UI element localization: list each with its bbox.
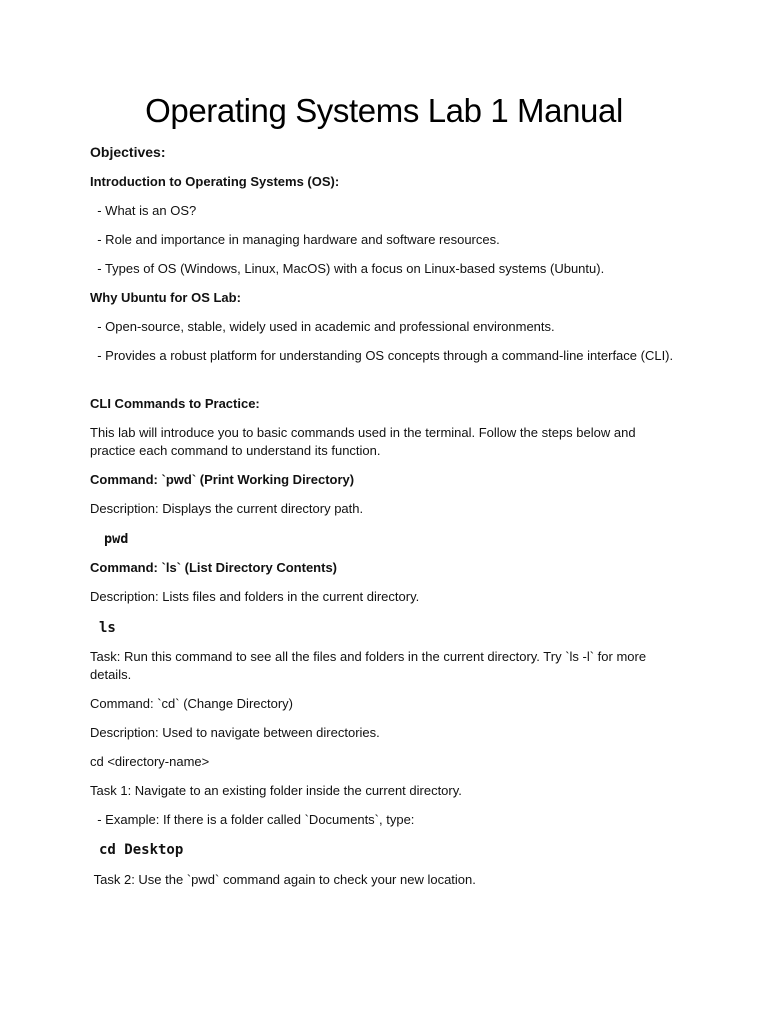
intro-item: - Types of OS (Windows, Linux, MacOS) with a focus on Linux-based systems (Ubuntu). bbox=[90, 261, 605, 276]
cd-example: - Example: If there is a folder called `Documents`, type: bbox=[90, 812, 415, 827]
intro-item: - Role and importance in managing hardware and software resources. bbox=[90, 232, 500, 247]
intro-item: - What is an OS? bbox=[90, 203, 197, 218]
cd-task-2: Task 2: Use the `pwd` command again to check your new location. bbox=[90, 872, 476, 887]
cli-intro: This lab will introduce you to basic commands used in the terminal. Follow the steps below and practice each command to understand its function. bbox=[90, 425, 640, 458]
cd-task-1: Task 1: Navigate to an existing folder inside the current directory. bbox=[90, 783, 462, 798]
ls-description: Description: Lists files and folders in the current directory. bbox=[90, 589, 420, 604]
cli-heading: CLI Commands to Practice: bbox=[90, 396, 260, 411]
cd-command-heading: Command: `cd` (Change Directory) bbox=[90, 696, 294, 711]
objectives-heading: Objectives: bbox=[90, 144, 166, 160]
pwd-description: Description: Displays the current directory path. bbox=[90, 501, 364, 516]
cd-code: cd Desktop bbox=[99, 842, 184, 858]
intro-heading: Introduction to Operating Systems (OS): bbox=[90, 174, 340, 189]
cd-syntax: cd <directory-name> bbox=[90, 754, 210, 769]
ls-code: ls bbox=[99, 620, 116, 636]
cd-description: Description: Used to navigate between directories. bbox=[90, 725, 380, 740]
ls-command-heading: Command: `ls` (List Directory Contents) bbox=[90, 560, 338, 575]
ubuntu-heading: Why Ubuntu for OS Lab: bbox=[90, 290, 241, 305]
pwd-code: pwd bbox=[104, 531, 129, 547]
ls-task: Task: Run this command to see all the files and folders in the current directory. Try `ls -l` for more details. bbox=[90, 649, 650, 682]
document-title: Operating Systems Lab 1 Manual bbox=[145, 92, 623, 129]
ubuntu-item: - Provides a robust platform for understanding OS concepts through a command-line interface (CLI). bbox=[90, 348, 674, 363]
pwd-command-heading: Command: `pwd` (Print Working Directory) bbox=[90, 472, 355, 487]
ubuntu-item: - Open-source, stable, widely used in academic and professional environments. bbox=[90, 319, 555, 334]
